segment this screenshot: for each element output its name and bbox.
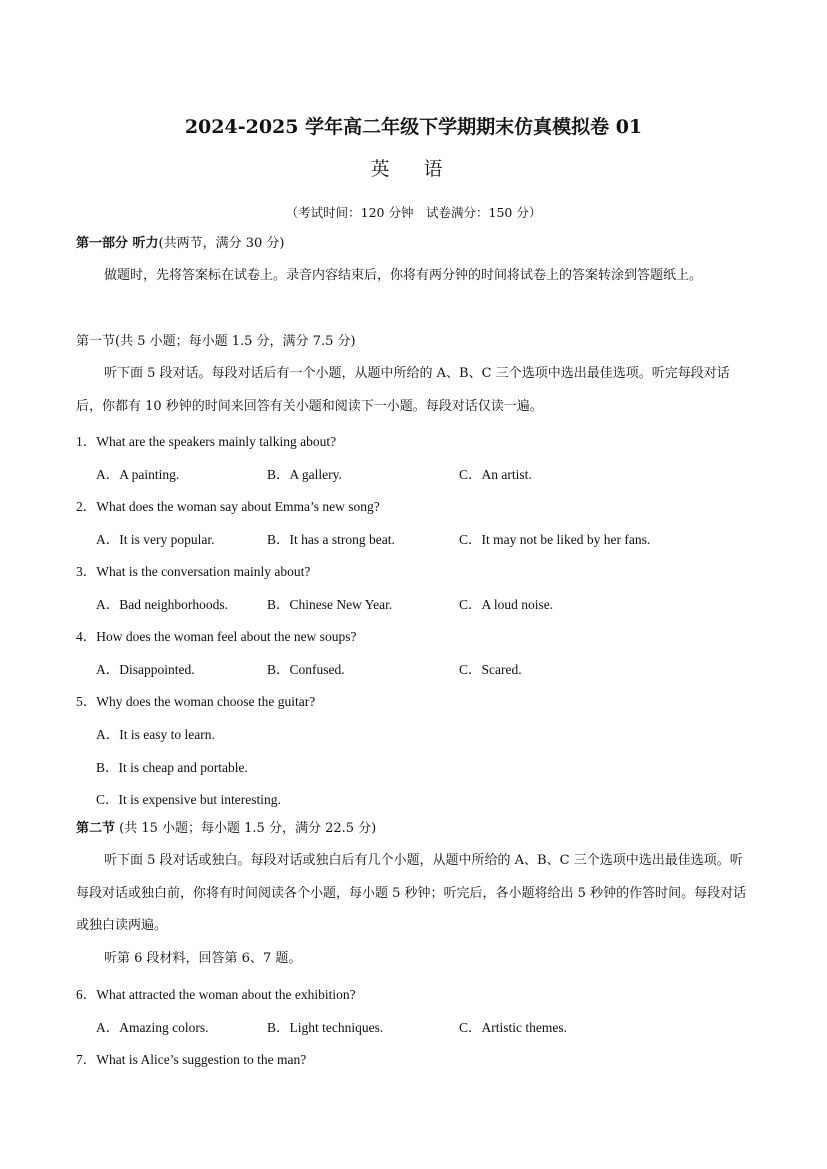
section2-heading-bold: 第二节 [76,821,116,836]
question-stem: 1．What are the speakers mainly talking about? [76,434,337,449]
option-a: A．Amazing colors. [96,1020,209,1035]
option-c: C．An artist. [459,467,532,482]
option-a: A．It is very popular. [96,532,215,547]
section1-heading: 第一节(共 5 小题；每小题 1.5 分，满分 7.5 分) [76,334,356,349]
option-c: C．Scared. [459,662,522,677]
question-stem: 6．What attracted the woman about the exhibition? [76,987,356,1002]
question-stem: 3．What is the conversation mainly about? [76,564,311,579]
section2-instructions: 听下面 5 段对话或独白。每段对话或独白后有几个小题，从题中所给的 A、B、C 三个选项中选出最佳选项。听每段对话或独白前，你将有时间阅读各个小题，每小题 5 秒钟；听完后，各小题将给出 5 秒钟的作答时间。每段对话或独白读两遍。 [76,853,747,933]
option-c: C．It is expensive but interesting. [96,792,281,807]
option-a: A．A painting. [96,467,180,482]
part1-heading-bold: 第一部分 听力 [76,236,159,251]
option-b: B．Light techniques. [267,1020,384,1035]
material-note: 听第 6 段材料，回答第 6、7 题。 [104,951,302,966]
question-stem: 4．How does the woman feel about the new soups? [76,629,357,644]
option-a: A．Disappointed. [96,662,195,677]
section1-instructions: 听下面 5 段对话。每段对话后有一个小题，从题中所给的 A、B、C 三个选项中选出最佳选项。听完每段对话后，你都有 10 秒钟的时间来回答有关小题和阅读下一小题。每段对话仅读一遍。 [76,366,730,414]
option-a: A．It is easy to learn. [96,727,215,742]
question-stem: 5．Why does the woman choose the guitar? [76,694,316,709]
option-b: B．A gallery. [267,467,342,482]
section2-heading-rest: (共 15 小题；每小题 1.5 分，满分 22.5 分) [115,821,377,836]
question-stem: 7．What is Alice’s suggestion to the man? [76,1052,307,1067]
option-b: B．Confused. [267,662,345,677]
option-c: C．Artistic themes. [459,1020,567,1035]
option-c: C．A loud noise. [459,597,554,612]
part1-instructions: 做题时，先将答案标在试卷上。录音内容结束后，你将有两分钟的时间将试卷上的答案转涂到答题纸上。 [104,268,703,283]
question-stem: 2．What does the woman say about Emma’s new song? [76,499,380,514]
option-a: A．Bad neighborhoods. [96,597,228,612]
option-c: C．It may not be liked by her fans. [459,532,651,547]
option-b: B．Chinese New Year. [267,597,393,612]
part1-heading [76,235,284,253]
section2-heading [76,820,376,838]
option-b: B．It has a strong beat. [267,532,395,547]
option-b: B．It is cheap and portable. [96,760,248,775]
subject-title: 英 语 [370,158,457,180]
part1-heading-rest: (共两节，满分 30 分) [158,236,285,251]
page-title: 2024-2025 学年高二年级下学期期末仿真模拟卷 01 [184,116,643,138]
exam-info: （考试时间：120 分钟 试卷满分：150 分） [285,205,542,220]
